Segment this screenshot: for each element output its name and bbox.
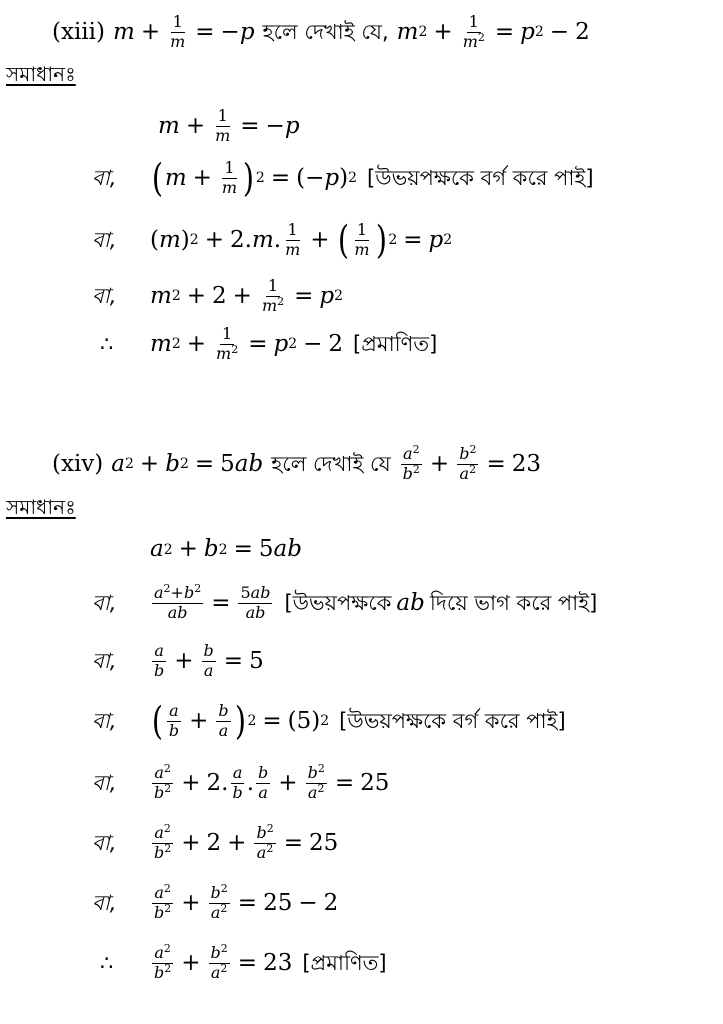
step-prefix: বা,	[92, 708, 117, 733]
note-square-14: [উভয়পক্ষকে বর্গ করে পাই]	[339, 708, 566, 733]
problem-14-label: (xiv)	[52, 450, 104, 477]
note-divide-14: [উভয়পক্ষকে	[284, 590, 392, 615]
problem-13-condition-text: হলে দেখাই যে,	[262, 19, 389, 44]
step-13-1: m + $\frac{1}{m}$ = −p	[158, 106, 300, 145]
note-square-13: [উভয়পক্ষকে বর্গ করে পাই]	[367, 165, 594, 190]
step-prefix: বা,	[92, 830, 117, 855]
step-13-4: বা, m 2 + 2 + $\frac{1}{m^2}$ = p 2	[92, 276, 344, 315]
step-prefix: বা,	[92, 227, 117, 252]
step-14-6: বা, $\frac{a^2}{b^2}$ + 2 + $\frac{b^2}{a^2}$ = 25	[92, 821, 339, 862]
step-prefix: বা,	[92, 890, 117, 915]
proven-13: [প্রমাণিত]	[353, 331, 438, 356]
solution-heading-14: সমাধানঃ	[6, 495, 76, 519]
step-14-3: বা, $\frac{a}{b}$ + $\frac{b}{a}$ = 5	[92, 641, 264, 680]
step-13-3: বা, ( m ) 2 + 2. m . $\frac{1}{m}$ + ( $\frac{1}{m}$ ) 2 = p 2	[92, 218, 453, 263]
step-prefix: বা,	[92, 283, 117, 308]
problem-13-label: (xiii)	[52, 18, 105, 45]
step-13-2: বা, ( m + $\frac{1}{m}$ ) 2 = ( −p ) 2 [উভয়পক্ষকে বর্গ করে পাই]	[92, 156, 594, 201]
step-14-2: বা, $\frac{a^2+b^2}{ab}$ = $\frac{5ab}{ab}$ [উভয়পক্ষকে ab দিয়ে ভাগ করে পাই]	[92, 581, 598, 622]
step-prefix: বা,	[92, 165, 117, 190]
step-13-5: ∴ m 2 + $\frac{1}{m^2}$ = p 2 − 2 [প্রমাণিত]	[100, 324, 438, 363]
step-14-1: a 2 + b 2 = 5 ab	[150, 536, 302, 562]
problem-14-condition-text: হলে দেখাই যে	[271, 451, 391, 476]
step-14-4: বা, ( $\frac{a}{b}$ + $\frac{b}{a}$ ) 2 = (5) 2 [উভয়পক্ষকে বর্গ করে পাই]	[92, 699, 566, 744]
solution-heading-13: সমাধানঃ	[6, 62, 76, 86]
step-14-8: ∴ $\frac{a^2}{b^2}$ + $\frac{b^2}{a^2}$ = 23 [প্রমাণিত]	[100, 941, 387, 982]
step-prefix: বা,	[92, 770, 117, 795]
proven-14: [প্রমাণিত]	[302, 950, 387, 975]
step-14-7: বা, $\frac{a^2}{b^2}$ + $\frac{b^2}{a^2}$ = 25 − 2	[92, 881, 339, 922]
problem-14-statement: (xiv) a 2 + b 2 = 5 ab হলে দেখাই যে $\frac{a^2}{b^2}$ + $\frac{b^2}{a^2}$ = 23	[52, 442, 542, 483]
problem-13-statement: (xiii) m + $\frac{1}{m}$ = −p হলে দেখাই যে, m 2 + $\frac{1}{m^2}$ = p 2 − 2	[52, 12, 590, 51]
therefore-symbol: ∴	[100, 331, 114, 356]
therefore-symbol: ∴	[100, 950, 114, 975]
step-14-5: বা, $\frac{a^2}{b^2}$ + 2. $\frac{a}{b}$ . $\frac{b}{a}$ + $\frac{b^2}{a^2}$ = 25	[92, 761, 390, 802]
step-prefix: বা,	[92, 648, 117, 673]
note-divide-end-14: দিয়ে ভাগ করে পাই]	[429, 590, 598, 615]
step-prefix: বা,	[92, 590, 117, 615]
